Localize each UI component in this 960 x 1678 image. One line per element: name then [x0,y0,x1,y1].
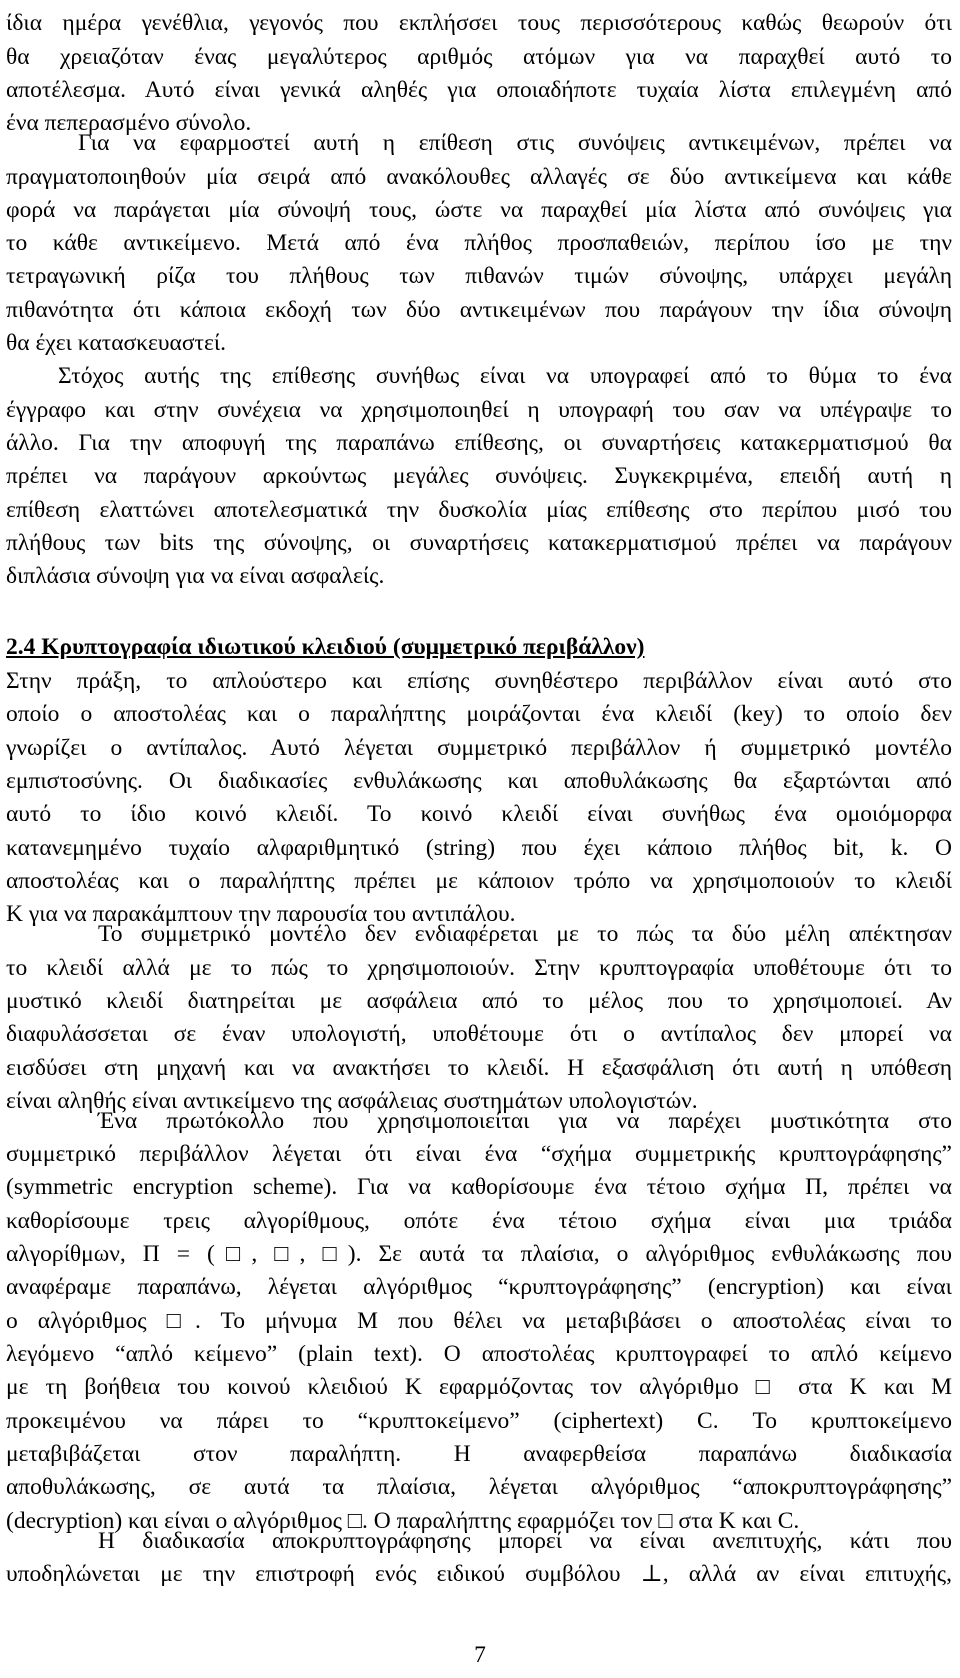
text-line: πλήθους των bits της σύνοψης, οι συναρτήσεις κατακερματισμού πρέπει να παράγουν [6,530,952,556]
text-line: το κλειδί αλλά με το πώς το χρησιμοποιούν. Στην κρυπτογραφία υποθέτουμε ότι το [6,955,952,981]
text-line: αλγορίθμων, Π = (□, □, □). Σε αυτά τα πλαίσια, ο αλγόριθμος ενθυλάκωσης που [6,1241,952,1267]
text-line: Το συμμετρικό μοντέλο δεν ενδιαφέρεται με το πώς τα δύο μέλη απέκτησαν [98,921,952,947]
text-line: κατανεμημένο τυχαίο αλφαριθμητικό (string) που έχει κάποιο πλήθος bit, k. Ο [6,835,952,861]
text-line: αποστολέας και ο παραλήπτης πρέπει με κάποιον τρόπο να χρησιμοποιούν το κλειδί [6,868,952,894]
text-line: καθορίσουμε τρεις αλγορίθμους, οπότε ένα τέτοιο σχήμα είναι μια τριάδα [6,1208,952,1234]
text-line: αποτέλεσμα. Αυτό είναι γενικά αληθές για οποιαδήποτε τυχαία λίστα επιλεγμένη από [6,77,952,103]
text-line: εμπιστοσύνης. Οι διαδικασίες ενθυλάκωσης και αποθυλάκωσης θα εξαρτώνται από [6,768,952,794]
text-line: θα έχει κατασκευαστεί. [6,330,227,356]
text-line: μυστικό κλειδί διατηρείται με ασφάλεια από το μέλος που το χρησιμοποιεί. Αν [6,988,952,1014]
text-line: Ένα πρωτόκολλο που χρησιμοποιείται για να παρέχει μυστικότητα στο [98,1108,952,1134]
text-line: αυτό το ίδιο κοινό κλειδί. Το κοινό κλειδί είναι συνήθως ένα ομοιόμορφα [6,801,952,827]
text-line: φορά να παράγεται μία σύνοψή τους, ώστε να παραχθεί μία λίστα από συνόψεις για [6,197,952,223]
text-line: πρέπει να παράγουν αρκούντως μεγάλες συνόψεις. Συγκεκριμένα, επειδή αυτή η [6,463,952,489]
text-line: πραγματοποιηθούν μία σειρά από ανακόλουθες αλλαγές σε δύο αντικείμενα και κάθε [6,164,952,190]
text-line: ο αλγόριθμος □. Το μήνυμα M που θέλει να μεταβιβάσει ο αποστολέας είναι το [6,1308,952,1334]
text-line: αποθυλάκωσης, σε αυτά τα πλαίσια, λέγεται αλγόριθμος “αποκρυπτογράφησης” [6,1474,952,1500]
text-line: διπλάσια σύνοψη για να είναι ασφαλείς. [6,563,385,589]
text-line: διαφυλάσσεται σε έναν υπολογιστή, υποθέτουμε ότι ο αντίπαλος δεν μπορεί να [6,1021,952,1047]
text-line: επίθεση ελαττώνει αποτελεσματικά την δυσκολία μίας επίθεσης στο περίπου μισό του [6,497,952,523]
text-line: ένα πεπερασμένο σύνολο. [6,110,252,136]
text-line: οποίο ο αποστολέας και ο παραλήπτης μοιράζονται ένα κλειδί (key) το οποίο δεν [6,701,952,727]
text-line: γνωρίζει ο αντίπαλος. Αυτό λέγεται συμμετρικό περιβάλλον ή συμμετρικό μοντέλο [6,735,952,761]
text-line: λεγόμενο “απλό κείμενο” (plain text). Ο αποστολέας κρυπτογραφεί το απλό κείμενο [6,1341,952,1367]
section-heading: 2.4 Κρυπτογραφία ιδιωτικού κλειδιού (συμμετρικό περιβάλλον) [6,634,645,660]
text-line: Στην πράξη, το απλούστερο και επίσης συνηθέστερο περιβάλλον είναι αυτό στο [6,668,952,694]
text-line: Στόχος αυτής της επίθεσης συνήθως είναι να υπογραφεί από το θύμα το ένα [58,363,952,389]
text-line: υποδηλώνεται με την επιστροφή ενός ειδικού συμβόλου ⊥, αλλά αν είναι επιτυχής, [6,1561,952,1587]
text-line: το κάθε αντικείμενο. Μετά από ένα πλήθος προσπαθειών, περίπου ίσο με την [6,230,952,256]
text-line: άλλο. Για την αποφυγή της παραπάνω επίθεσης, οι συναρτήσεις κατακερματισμού θα [6,430,952,456]
text-line: πιθανότητα ότι κάποια εκδοχή των δύο αντικειμένων που παράγουν την ίδια σύνοψη [6,297,952,323]
text-line: (symmetric encryption scheme). Για να καθορίσουμε ένα τέτοιο σχήμα Π, πρέπει να [6,1174,952,1200]
text-line: θα χρειαζόταν ένας μεγαλύτερος αριθμός ατόμων για να παραχθεί αυτό το [6,44,952,70]
page-number: 7 [474,1642,486,1668]
text-line: προκειμένου να πάρει το “κρυπτοκείμενο” (ciphertext) C. Το κρυπτοκείμενο [6,1408,952,1434]
text-line: ίδια ημέρα γενέθλια, γεγονός που εκπλήσσει τους περισσότερους καθώς θεωρούν ότι [6,10,952,36]
text-line: K για να παρακάμπτουν την παρουσία του αντιπάλου. [6,901,516,927]
text-line: Για να εφαρμοστεί αυτή η επίθεση στις συνόψεις αντικειμένων, πρέπει να [78,130,952,156]
text-line: συμμετρικό περιβάλλον λέγεται ότι είναι ένα “σχήμα συμμετρικής κρυπτογράφησης” [6,1141,952,1167]
text-line: εισδύσει στη μηχανή και να ανακτήσει το κλειδί. Η εξασφάλιση ότι αυτή η υπόθεση [6,1055,952,1081]
text-line: είναι αληθής είναι αντικείμενο της ασφάλειας συστημάτων υπολογιστών. [6,1088,698,1114]
text-line: (decryption) και είναι ο αλγόριθμος □. Ο παραλήπτης εφαρμόζει τον □ στα K και C. [6,1508,800,1534]
text-line: έγγραφο και στην συνέχεια να χρησιμοποιηθεί η υπογραφή του σαν να υπέγραψε το [6,397,952,423]
text-line: μεταβιβάζεται στον παραλήπτη. Η αναφερθείσα παραπάνω διαδικασία [6,1441,952,1467]
text-line: Η διαδικασία αποκρυπτογράφησης μπορεί να είναι ανεπιτυχής, κάτι που [98,1528,952,1554]
text-line: αναφέραμε παραπάνω, λέγεται αλγόριθμος “κρυπτογράφησης” (encryption) και είναι [6,1274,952,1300]
text-line: με τη βοήθεια του κοινού κλειδιού K εφαρμόζοντας τον αλγόριθμο □ στα K και M [6,1374,952,1400]
text-line: τετραγωνική ρίζα του πλήθους των πιθανών τιμών σύνοψης, υπάρχει μεγάλη [6,263,952,289]
